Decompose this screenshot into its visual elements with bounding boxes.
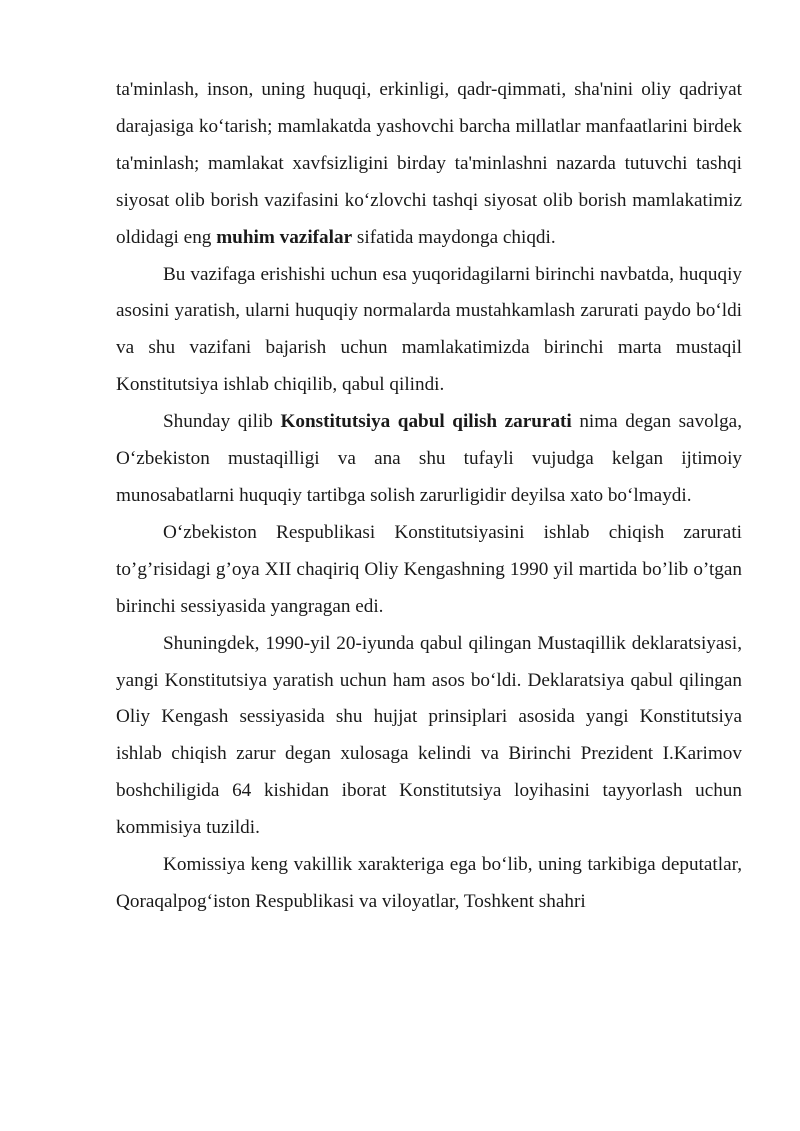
paragraph-5-text: Shuningdek, 1990-yil 20-iyunda qabul qilingan Mustaqillik deklaratsiyasi, yangi Konstitutsiya yaratish uchun ham asos bo‘ldi. Deklaratsiya qabul qilingan Oliy Kengash sessiyasida shu hujjat prinsiplari asosida yangi Konstitutsiya ishlab chiqish zarur degan xulosaga kelindi va Birinchi Prezident I.Karimov boshchiligida 64 kishidan iborat Konstitutsiya loyihasini tayyorlash uchun kommisiya tuzildi.	[116, 632, 742, 839]
document-body	[116, 72, 742, 921]
paragraph-4-text: O‘zbekiston Respublikasi Konstitutsiyasini ishlab chiqish zarurati to’g’risidagi g’oya XII chaqiriq Oliy Kengashning 1990 yil martida bo’lib o’tgan birinchi sessiyasida yangragan edi.	[116, 521, 742, 617]
paragraph-3-text: Shunday qilib	[163, 411, 281, 433]
paragraph-1-bold-phrase: muhim vazifalar	[216, 226, 353, 248]
paragraph-6	[116, 847, 742, 921]
paragraph-2-text: Bu vazifaga erishishi uchun esa yuqoridagilarni birinchi navbatda, huquqiy asosini yaratish, ularni huquqiy normalarda mustahkamlash zarurati paydo bo‘ldi va shu vazifani bajarish uchun mamlakatimizda birinchi marta mustaqil Konstitutsiya ishlab chiqilib, qabul qilindi.	[116, 263, 742, 396]
paragraph-5	[116, 626, 742, 847]
paragraph-2	[116, 257, 742, 405]
paragraph-6-text: Komissiya keng vakillik xarakteriga ega bo‘lib, uning tarkibiga deputatlar, Qoraqalpog‘iston Respublikasi va viloyatlar, Toshkent shahri	[116, 854, 742, 912]
paragraph-4	[116, 515, 742, 626]
paragraph-3-text-end: nima degan savolga, O‘zbekiston mustaqilligi va ana shu tufayli vujudga kelgan ijtimoiy munosabatlarni huquqiy tartibga solish zarurligidir deyilsa xato bo‘lmaydi.	[116, 411, 742, 506]
paragraph-3	[116, 404, 742, 515]
paragraph-3-bold-phrase: Konstitutsiya qabul qilish zarurati	[280, 411, 572, 433]
paragraph-1	[116, 72, 742, 257]
paragraph-1-text-end: sifatida maydonga chiqdi.	[352, 226, 556, 248]
paragraph-1-text: ta'minlash, inson, uning huquqi, erkinligi, qadr-qimmati, sha'nini oliy qadriyat darajasiga ko‘tarish; mamlakatda yashovchi barcha millatlar manfaatlarini birdek ta'minlash; mamlakat xavfsizligini birday ta'minlashni nazarda tutuvchi tashqi siyosat olib borish vazifasini ko‘zlovchi tashqi siyosat olib borish mamlakatimiz oldidagi eng	[116, 79, 742, 248]
